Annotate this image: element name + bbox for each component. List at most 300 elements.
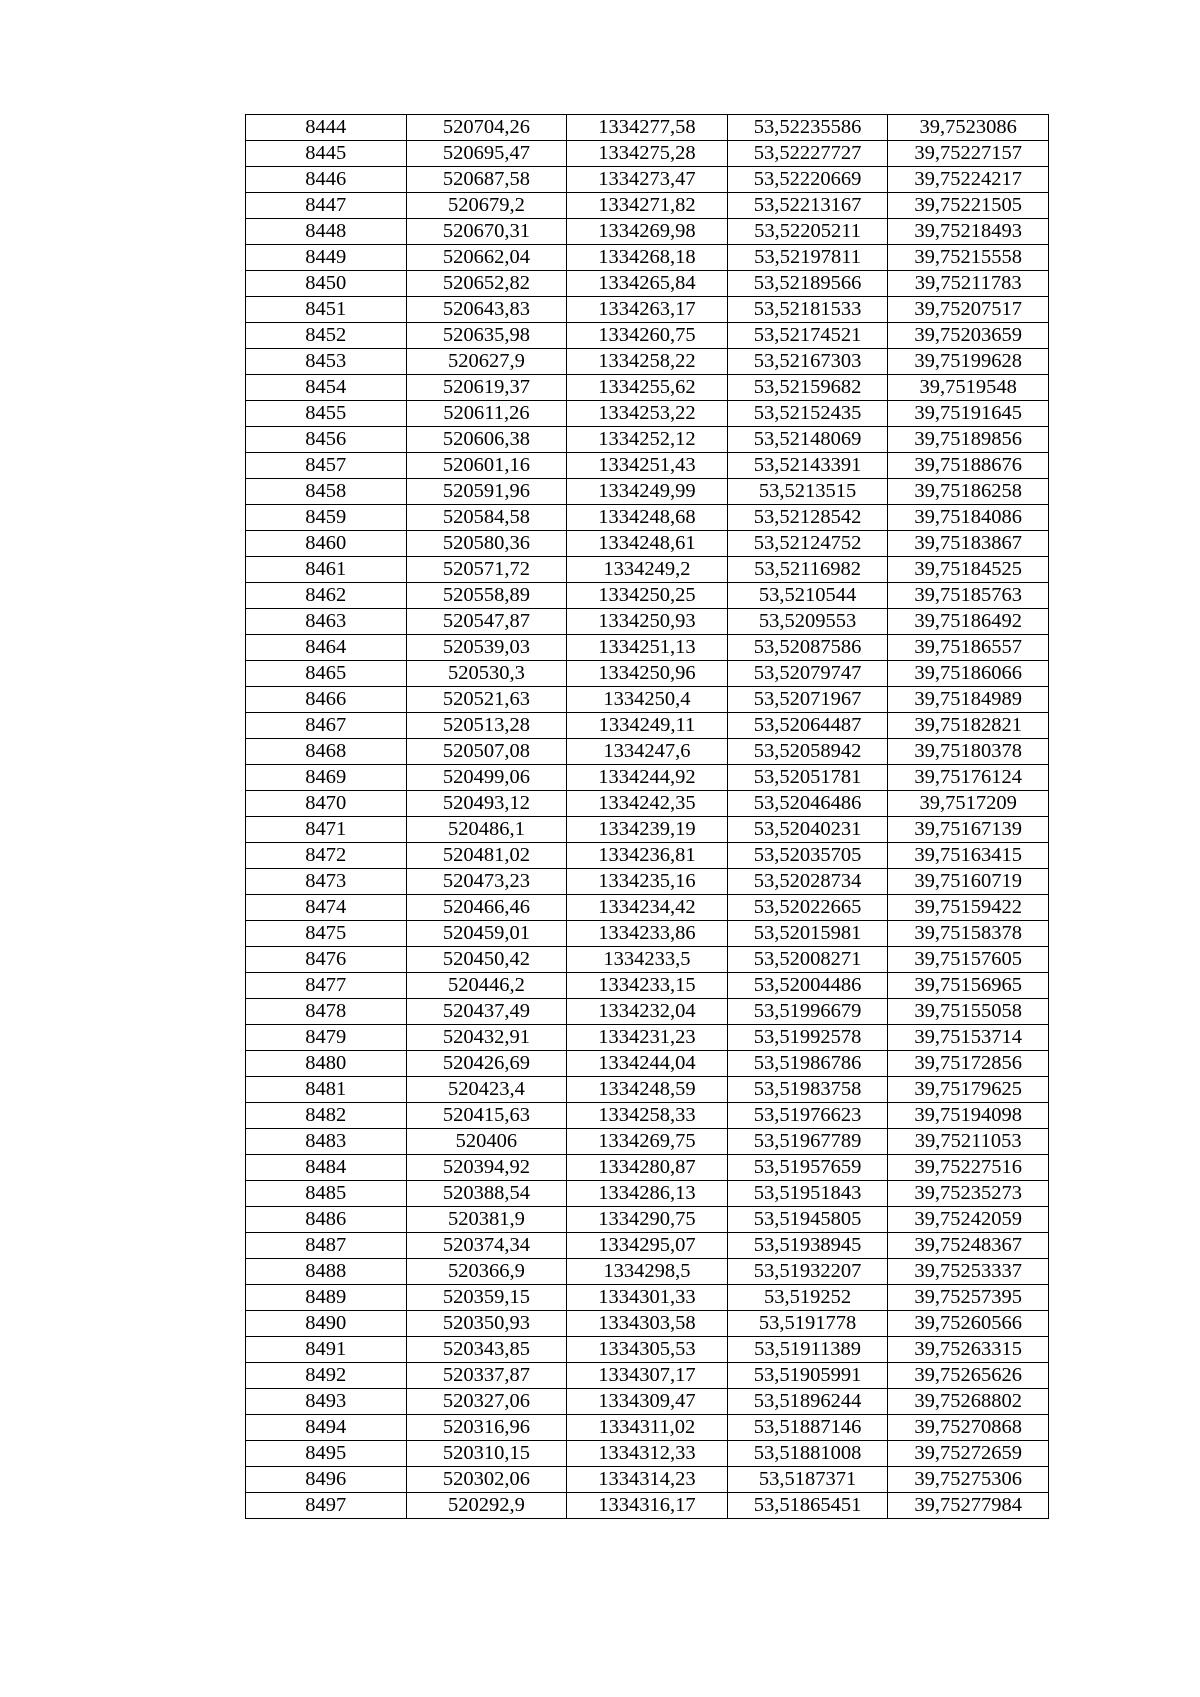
point-number-cell: 8454 <box>246 375 407 401</box>
y-coordinate-cell: 1334235,16 <box>567 869 728 895</box>
point-number-cell: 8471 <box>246 817 407 843</box>
y-coordinate-cell: 1334258,33 <box>567 1103 728 1129</box>
longitude-cell: 39,75263315 <box>888 1337 1049 1363</box>
point-number-cell: 8455 <box>246 401 407 427</box>
latitude-cell: 53,51976623 <box>727 1103 888 1129</box>
x-coordinate-cell: 520499,06 <box>406 765 567 791</box>
y-coordinate-cell: 1334305,53 <box>567 1337 728 1363</box>
table-row <box>246 297 1049 323</box>
y-coordinate-cell: 1334242,35 <box>567 791 728 817</box>
y-coordinate-cell: 1334286,13 <box>567 1181 728 1207</box>
point-number-cell: 8481 <box>246 1077 407 1103</box>
latitude-cell: 53,51951843 <box>727 1181 888 1207</box>
point-number-cell: 8474 <box>246 895 407 921</box>
longitude-cell: 39,75235273 <box>888 1181 1049 1207</box>
y-coordinate-cell: 1334249,99 <box>567 479 728 505</box>
longitude-cell: 39,75153714 <box>888 1025 1049 1051</box>
x-coordinate-cell: 520381,9 <box>406 1207 567 1233</box>
longitude-cell: 39,75265626 <box>888 1363 1049 1389</box>
table-row <box>246 1181 1049 1207</box>
y-coordinate-cell: 1334263,17 <box>567 297 728 323</box>
latitude-cell: 53,52213167 <box>727 193 888 219</box>
longitude-cell: 39,75275306 <box>888 1467 1049 1493</box>
x-coordinate-cell: 520643,83 <box>406 297 567 323</box>
y-coordinate-cell: 1334250,93 <box>567 609 728 635</box>
y-coordinate-cell: 1334271,82 <box>567 193 728 219</box>
longitude-cell: 39,75167139 <box>888 817 1049 843</box>
table-row <box>246 271 1049 297</box>
latitude-cell: 53,5191778 <box>727 1311 888 1337</box>
point-number-cell: 8470 <box>246 791 407 817</box>
longitude-cell: 39,75203659 <box>888 323 1049 349</box>
x-coordinate-cell: 520652,82 <box>406 271 567 297</box>
longitude-cell: 39,75160719 <box>888 869 1049 895</box>
point-number-cell: 8469 <box>246 765 407 791</box>
x-coordinate-cell: 520343,85 <box>406 1337 567 1363</box>
x-coordinate-cell: 520521,63 <box>406 687 567 713</box>
table-row <box>246 141 1049 167</box>
table-row <box>246 245 1049 271</box>
table-row <box>246 323 1049 349</box>
latitude-cell: 53,52058942 <box>727 739 888 765</box>
x-coordinate-cell: 520316,96 <box>406 1415 567 1441</box>
longitude-cell: 39,75159422 <box>888 895 1049 921</box>
table-row <box>246 1493 1049 1519</box>
latitude-cell: 53,52004486 <box>727 973 888 999</box>
table-row <box>246 869 1049 895</box>
x-coordinate-cell: 520432,91 <box>406 1025 567 1051</box>
longitude-cell: 39,75186258 <box>888 479 1049 505</box>
x-coordinate-cell: 520446,2 <box>406 973 567 999</box>
longitude-cell: 39,75253337 <box>888 1259 1049 1285</box>
latitude-cell: 53,52064487 <box>727 713 888 739</box>
point-number-cell: 8479 <box>246 1025 407 1051</box>
latitude-cell: 53,5187371 <box>727 1467 888 1493</box>
latitude-cell: 53,51896244 <box>727 1389 888 1415</box>
y-coordinate-cell: 1334251,43 <box>567 453 728 479</box>
x-coordinate-cell: 520662,04 <box>406 245 567 271</box>
longitude-cell: 39,7517209 <box>888 791 1049 817</box>
longitude-cell: 39,75194098 <box>888 1103 1049 1129</box>
point-number-cell: 8464 <box>246 635 407 661</box>
latitude-cell: 53,51881008 <box>727 1441 888 1467</box>
latitude-cell: 53,51932207 <box>727 1259 888 1285</box>
table-row <box>246 1077 1049 1103</box>
y-coordinate-cell: 1334253,22 <box>567 401 728 427</box>
latitude-cell: 53,52205211 <box>727 219 888 245</box>
longitude-cell: 39,75207517 <box>888 297 1049 323</box>
point-number-cell: 8493 <box>246 1389 407 1415</box>
x-coordinate-cell: 520292,9 <box>406 1493 567 1519</box>
point-number-cell: 8461 <box>246 557 407 583</box>
point-number-cell: 8485 <box>246 1181 407 1207</box>
longitude-cell: 39,75157605 <box>888 947 1049 973</box>
point-number-cell: 8495 <box>246 1441 407 1467</box>
x-coordinate-cell: 520539,03 <box>406 635 567 661</box>
y-coordinate-cell: 1334239,19 <box>567 817 728 843</box>
point-number-cell: 8463 <box>246 609 407 635</box>
latitude-cell: 53,52189566 <box>727 271 888 297</box>
y-coordinate-cell: 1334298,5 <box>567 1259 728 1285</box>
x-coordinate-cell: 520423,4 <box>406 1077 567 1103</box>
y-coordinate-cell: 1334301,33 <box>567 1285 728 1311</box>
longitude-cell: 39,75179625 <box>888 1077 1049 1103</box>
longitude-cell: 39,75248367 <box>888 1233 1049 1259</box>
point-number-cell: 8444 <box>246 115 407 141</box>
point-number-cell: 8490 <box>246 1311 407 1337</box>
point-number-cell: 8457 <box>246 453 407 479</box>
y-coordinate-cell: 1334244,04 <box>567 1051 728 1077</box>
y-coordinate-cell: 1334260,75 <box>567 323 728 349</box>
x-coordinate-cell: 520695,47 <box>406 141 567 167</box>
latitude-cell: 53,52227727 <box>727 141 888 167</box>
longitude-cell: 39,75227157 <box>888 141 1049 167</box>
x-coordinate-cell: 520670,31 <box>406 219 567 245</box>
point-number-cell: 8452 <box>246 323 407 349</box>
x-coordinate-cell: 520547,87 <box>406 609 567 635</box>
x-coordinate-cell: 520366,9 <box>406 1259 567 1285</box>
x-coordinate-cell: 520530,3 <box>406 661 567 687</box>
point-number-cell: 8450 <box>246 271 407 297</box>
latitude-cell: 53,52087586 <box>727 635 888 661</box>
table-row <box>246 1389 1049 1415</box>
table-row <box>246 1103 1049 1129</box>
y-coordinate-cell: 1334236,81 <box>567 843 728 869</box>
point-number-cell: 8449 <box>246 245 407 271</box>
longitude-cell: 39,75211053 <box>888 1129 1049 1155</box>
table-row <box>246 427 1049 453</box>
point-number-cell: 8494 <box>246 1415 407 1441</box>
y-coordinate-cell: 1334269,98 <box>567 219 728 245</box>
y-coordinate-cell: 1334233,5 <box>567 947 728 973</box>
longitude-cell: 39,75163415 <box>888 843 1049 869</box>
point-number-cell: 8487 <box>246 1233 407 1259</box>
point-number-cell: 8496 <box>246 1467 407 1493</box>
y-coordinate-cell: 1334280,87 <box>567 1155 728 1181</box>
x-coordinate-cell: 520606,38 <box>406 427 567 453</box>
point-number-cell: 8467 <box>246 713 407 739</box>
latitude-cell: 53,51905991 <box>727 1363 888 1389</box>
x-coordinate-cell: 520350,93 <box>406 1311 567 1337</box>
latitude-cell: 53,52128542 <box>727 505 888 531</box>
latitude-cell: 53,52167303 <box>727 349 888 375</box>
table-row <box>246 739 1049 765</box>
y-coordinate-cell: 1334249,2 <box>567 557 728 583</box>
x-coordinate-cell: 520302,06 <box>406 1467 567 1493</box>
table-row <box>246 1207 1049 1233</box>
table-row <box>246 1129 1049 1155</box>
x-coordinate-cell: 520459,01 <box>406 921 567 947</box>
point-number-cell: 8456 <box>246 427 407 453</box>
point-number-cell: 8445 <box>246 141 407 167</box>
x-coordinate-cell: 520374,34 <box>406 1233 567 1259</box>
table-row <box>246 947 1049 973</box>
y-coordinate-cell: 1334250,4 <box>567 687 728 713</box>
latitude-cell: 53,52028734 <box>727 869 888 895</box>
longitude-cell: 39,75172856 <box>888 1051 1049 1077</box>
x-coordinate-cell: 520558,89 <box>406 583 567 609</box>
longitude-cell: 39,75242059 <box>888 1207 1049 1233</box>
table-row <box>246 1233 1049 1259</box>
latitude-cell: 53,52051781 <box>727 765 888 791</box>
latitude-cell: 53,5210544 <box>727 583 888 609</box>
latitude-cell: 53,52235586 <box>727 115 888 141</box>
point-number-cell: 8448 <box>246 219 407 245</box>
longitude-cell: 39,75211783 <box>888 271 1049 297</box>
y-coordinate-cell: 1334303,58 <box>567 1311 728 1337</box>
longitude-cell: 39,75176124 <box>888 765 1049 791</box>
y-coordinate-cell: 1334247,6 <box>567 739 728 765</box>
table-row <box>246 635 1049 661</box>
longitude-cell: 39,75184086 <box>888 505 1049 531</box>
x-coordinate-cell: 520687,58 <box>406 167 567 193</box>
table-row <box>246 193 1049 219</box>
longitude-cell: 39,7519548 <box>888 375 1049 401</box>
y-coordinate-cell: 1334258,22 <box>567 349 728 375</box>
x-coordinate-cell: 520486,1 <box>406 817 567 843</box>
table-row <box>246 219 1049 245</box>
latitude-cell: 53,52079747 <box>727 661 888 687</box>
x-coordinate-cell: 520337,87 <box>406 1363 567 1389</box>
table-row <box>246 115 1049 141</box>
table-row <box>246 1025 1049 1051</box>
latitude-cell: 53,52116982 <box>727 557 888 583</box>
point-number-cell: 8451 <box>246 297 407 323</box>
point-number-cell: 8462 <box>246 583 407 609</box>
table-row <box>246 973 1049 999</box>
y-coordinate-cell: 1334312,33 <box>567 1441 728 1467</box>
longitude-cell: 39,75186492 <box>888 609 1049 635</box>
x-coordinate-cell: 520619,37 <box>406 375 567 401</box>
latitude-cell: 53,52174521 <box>727 323 888 349</box>
y-coordinate-cell: 1334233,15 <box>567 973 728 999</box>
table-row <box>246 1363 1049 1389</box>
x-coordinate-cell: 520466,46 <box>406 895 567 921</box>
longitude-cell: 39,75183867 <box>888 531 1049 557</box>
latitude-cell: 53,51865451 <box>727 1493 888 1519</box>
longitude-cell: 39,75155058 <box>888 999 1049 1025</box>
longitude-cell: 39,75272659 <box>888 1441 1049 1467</box>
y-coordinate-cell: 1334250,96 <box>567 661 728 687</box>
point-number-cell: 8458 <box>246 479 407 505</box>
table-row <box>246 167 1049 193</box>
latitude-cell: 53,51986786 <box>727 1051 888 1077</box>
table-row <box>246 999 1049 1025</box>
longitude-cell: 39,75224217 <box>888 167 1049 193</box>
x-coordinate-cell: 520481,02 <box>406 843 567 869</box>
table-row <box>246 661 1049 687</box>
y-coordinate-cell: 1334277,58 <box>567 115 728 141</box>
longitude-cell: 39,75268802 <box>888 1389 1049 1415</box>
x-coordinate-cell: 520450,42 <box>406 947 567 973</box>
y-coordinate-cell: 1334250,25 <box>567 583 728 609</box>
longitude-cell: 39,75156965 <box>888 973 1049 999</box>
latitude-cell: 53,51983758 <box>727 1077 888 1103</box>
longitude-cell: 39,75184525 <box>888 557 1049 583</box>
table-row <box>246 1259 1049 1285</box>
x-coordinate-cell: 520493,12 <box>406 791 567 817</box>
y-coordinate-cell: 1334311,02 <box>567 1415 728 1441</box>
latitude-cell: 53,52008271 <box>727 947 888 973</box>
longitude-cell: 39,75199628 <box>888 349 1049 375</box>
x-coordinate-cell: 520415,63 <box>406 1103 567 1129</box>
y-coordinate-cell: 1334233,86 <box>567 921 728 947</box>
x-coordinate-cell: 520611,26 <box>406 401 567 427</box>
x-coordinate-cell: 520601,16 <box>406 453 567 479</box>
latitude-cell: 53,52046486 <box>727 791 888 817</box>
point-number-cell: 8446 <box>246 167 407 193</box>
y-coordinate-cell: 1334269,75 <box>567 1129 728 1155</box>
latitude-cell: 53,52148069 <box>727 427 888 453</box>
point-number-cell: 8460 <box>246 531 407 557</box>
x-coordinate-cell: 520406 <box>406 1129 567 1155</box>
point-number-cell: 8489 <box>246 1285 407 1311</box>
table-row <box>246 505 1049 531</box>
longitude-cell: 39,75185763 <box>888 583 1049 609</box>
table-row <box>246 453 1049 479</box>
x-coordinate-cell: 520359,15 <box>406 1285 567 1311</box>
y-coordinate-cell: 1334249,11 <box>567 713 728 739</box>
longitude-cell: 39,75184989 <box>888 687 1049 713</box>
table-row <box>246 1155 1049 1181</box>
table-row <box>246 713 1049 739</box>
table-row <box>246 375 1049 401</box>
x-coordinate-cell: 520679,2 <box>406 193 567 219</box>
longitude-cell: 39,75218493 <box>888 219 1049 245</box>
latitude-cell: 53,51911389 <box>727 1337 888 1363</box>
x-coordinate-cell: 520473,23 <box>406 869 567 895</box>
x-coordinate-cell: 520437,49 <box>406 999 567 1025</box>
latitude-cell: 53,51957659 <box>727 1155 888 1181</box>
x-coordinate-cell: 520584,58 <box>406 505 567 531</box>
point-number-cell: 8484 <box>246 1155 407 1181</box>
table-row <box>246 817 1049 843</box>
table-row <box>246 687 1049 713</box>
longitude-cell: 39,75257395 <box>888 1285 1049 1311</box>
latitude-cell: 53,52197811 <box>727 245 888 271</box>
longitude-cell: 39,75186066 <box>888 661 1049 687</box>
longitude-cell: 39,75227516 <box>888 1155 1049 1181</box>
latitude-cell: 53,51945805 <box>727 1207 888 1233</box>
x-coordinate-cell: 520388,54 <box>406 1181 567 1207</box>
x-coordinate-cell: 520627,9 <box>406 349 567 375</box>
point-number-cell: 8488 <box>246 1259 407 1285</box>
x-coordinate-cell: 520426,69 <box>406 1051 567 1077</box>
coordinates-table-body <box>246 115 1049 1519</box>
y-coordinate-cell: 1334309,47 <box>567 1389 728 1415</box>
latitude-cell: 53,519252 <box>727 1285 888 1311</box>
point-number-cell: 8480 <box>246 1051 407 1077</box>
latitude-cell: 53,52143391 <box>727 453 888 479</box>
point-number-cell: 8453 <box>246 349 407 375</box>
latitude-cell: 53,52124752 <box>727 531 888 557</box>
longitude-cell: 39,75215558 <box>888 245 1049 271</box>
table-row <box>246 1337 1049 1363</box>
table-row <box>246 531 1049 557</box>
table-row <box>246 1285 1049 1311</box>
longitude-cell: 39,7523086 <box>888 115 1049 141</box>
y-coordinate-cell: 1334234,42 <box>567 895 728 921</box>
longitude-cell: 39,75260566 <box>888 1311 1049 1337</box>
x-coordinate-cell: 520580,36 <box>406 531 567 557</box>
y-coordinate-cell: 1334251,13 <box>567 635 728 661</box>
x-coordinate-cell: 520571,72 <box>406 557 567 583</box>
latitude-cell: 53,52022665 <box>727 895 888 921</box>
table-row <box>246 349 1049 375</box>
table-row <box>246 557 1049 583</box>
longitude-cell: 39,75191645 <box>888 401 1049 427</box>
latitude-cell: 53,52181533 <box>727 297 888 323</box>
table-row <box>246 583 1049 609</box>
latitude-cell: 53,52040231 <box>727 817 888 843</box>
y-coordinate-cell: 1334255,62 <box>567 375 728 401</box>
x-coordinate-cell: 520635,98 <box>406 323 567 349</box>
table-row <box>246 609 1049 635</box>
table-row <box>246 1415 1049 1441</box>
table-row <box>246 1051 1049 1077</box>
longitude-cell: 39,75180378 <box>888 739 1049 765</box>
point-number-cell: 8492 <box>246 1363 407 1389</box>
point-number-cell: 8477 <box>246 973 407 999</box>
y-coordinate-cell: 1334273,47 <box>567 167 728 193</box>
latitude-cell: 53,52152435 <box>727 401 888 427</box>
y-coordinate-cell: 1334248,68 <box>567 505 728 531</box>
point-number-cell: 8475 <box>246 921 407 947</box>
point-number-cell: 8476 <box>246 947 407 973</box>
longitude-cell: 39,75158378 <box>888 921 1049 947</box>
y-coordinate-cell: 1334252,12 <box>567 427 728 453</box>
y-coordinate-cell: 1334231,23 <box>567 1025 728 1051</box>
longitude-cell: 39,75270868 <box>888 1415 1049 1441</box>
point-number-cell: 8486 <box>246 1207 407 1233</box>
latitude-cell: 53,51967789 <box>727 1129 888 1155</box>
longitude-cell: 39,75189856 <box>888 427 1049 453</box>
table-row <box>246 843 1049 869</box>
point-number-cell: 8472 <box>246 843 407 869</box>
longitude-cell: 39,75182821 <box>888 713 1049 739</box>
latitude-cell: 53,51938945 <box>727 1233 888 1259</box>
latitude-cell: 53,52015981 <box>727 921 888 947</box>
table-row <box>246 479 1049 505</box>
y-coordinate-cell: 1334248,59 <box>567 1077 728 1103</box>
y-coordinate-cell: 1334232,04 <box>567 999 728 1025</box>
longitude-cell: 39,75186557 <box>888 635 1049 661</box>
x-coordinate-cell: 520591,96 <box>406 479 567 505</box>
x-coordinate-cell: 520327,06 <box>406 1389 567 1415</box>
table-row <box>246 1467 1049 1493</box>
y-coordinate-cell: 1334265,84 <box>567 271 728 297</box>
y-coordinate-cell: 1334275,28 <box>567 141 728 167</box>
y-coordinate-cell: 1334268,18 <box>567 245 728 271</box>
point-number-cell: 8497 <box>246 1493 407 1519</box>
x-coordinate-cell: 520507,08 <box>406 739 567 765</box>
x-coordinate-cell: 520704,26 <box>406 115 567 141</box>
y-coordinate-cell: 1334314,23 <box>567 1467 728 1493</box>
table-row <box>246 401 1049 427</box>
y-coordinate-cell: 1334316,17 <box>567 1493 728 1519</box>
point-number-cell: 8459 <box>246 505 407 531</box>
point-number-cell: 8483 <box>246 1129 407 1155</box>
latitude-cell: 53,51996679 <box>727 999 888 1025</box>
table-row <box>246 1311 1049 1337</box>
point-number-cell: 8468 <box>246 739 407 765</box>
table-row <box>246 1441 1049 1467</box>
latitude-cell: 53,51992578 <box>727 1025 888 1051</box>
point-number-cell: 8482 <box>246 1103 407 1129</box>
y-coordinate-cell: 1334244,92 <box>567 765 728 791</box>
table-row <box>246 765 1049 791</box>
point-number-cell: 8478 <box>246 999 407 1025</box>
